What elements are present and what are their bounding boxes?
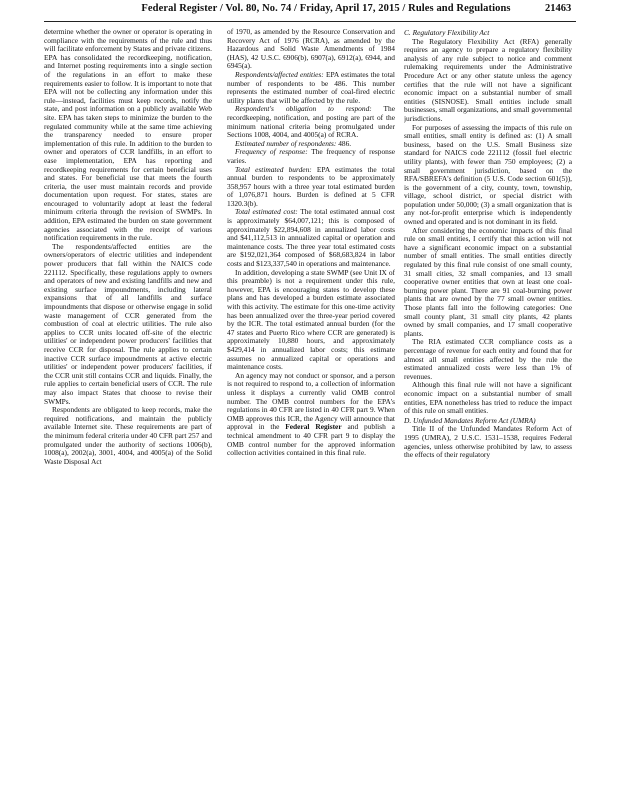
paragraph: After considering the economic impacts of this final rule on small entities, I certify that this action will not have a significant economic impact on a substantial number of small entities. The small entities directly regulated by this final rule consist of one small county, 31 small cities, 32 small companies, and 13 small cooperative owner entities that own at least one coal-burning power plant. There are 91 coal-burning power plants that are owned by the 77 small owner entities. Those plants fall into the following categories: One small county plant, 31 small city plants, 42 plants owned by small companies, and 17 small cooperative plants. (404, 225, 572, 338)
section-heading: D. Unfunded Mandates Reform Act (UMRA) (404, 415, 536, 425)
paragraph (227, 208, 395, 268)
paragraph: determine whether the owner or operator is operating in compliance with the requirements of the rule and thus will facilitate enforcement by States and private citizens. EPA has consolidated the recordkeeping, notification, and Internet posting requirements into a single section of the regulations in an effort to make these requirements easier to follow. It is important to note that EPA will not be collecting any information under this rule—instead, facilities must keep records, notify the state, and post information on a publicly available Web site. EPA has taken steps to minimize the burden to the regulated community while at the same time achieving the transparency needed to ensure proper implementation of this rule. In addition to the burden to owner and operators of CCR landfills, in an effort to ease implementation, EPA has reporting and recordkeeping requirements for certain beneficial uses and states. For beneficial use that meets the fourth criteria, the user must maintain records and provide documentation upon request. For states, states are encouraged to voluntarily adopt at least the federal minimum criteria through the revision of SWMPs. In addition, EPA estimated the burden on state government agencies associated with the receipt of various notification requirements in the rule. (44, 28, 212, 243)
paragraph-label: Respondent's obligation to respond: (235, 104, 372, 114)
paragraph-text: EPA estimates the total number of respondents to be 486. This number represents the estimated number of coal-fired electric utility plants that will be affected by the rule. (227, 69, 395, 105)
paragraph (227, 166, 395, 209)
paragraph (227, 372, 395, 458)
paragraph (227, 148, 395, 165)
paragraph-label: Respondents/affected entities: (235, 69, 324, 79)
running-head: Federal Register / Vol. 80, No. 74 / Friday, April 17, 2015 / Rules and Regulations (141, 3, 511, 14)
paragraph: The respondents/affected entities are the owners/operators of electric utilities and independent power producers that fall within the NAICS code 221112. Specifically, these regulations apply to owners and operators of new and existing landfills and new and existing surface impoundments, including lateral expansions that of all landfills and surface impoundments that dispose or otherwise engage in solid waste management of CCR generated from the combustion of coal at electric utilities. The rule also applies to CCR units located off-site of the electric utilities' or independent power producers' facilities that receive CCR for disposal. The rule applies to certain inactive CCR surface impoundments at active electric utilities' or independent power producers' facilities, if the CCR unit still contains CCR and liquids. Finally, the rule applies to certain beneficial users of CCR. The rule may also impact States that choose to revise their SWMPs. (44, 241, 212, 406)
paragraph: Although this final rule will not have a significant economic impact on a substantial number of small entities, EPA nonetheless has tried to reduce the impact of this rule on small entities. (404, 380, 572, 416)
header-rule (44, 21, 576, 22)
publication-name: Federal Register (285, 422, 342, 432)
paragraph-text: The recordkeeping, notification, and posting are part of the minimum national criteria being promulgated under Sections 1008, 4004, and 4005(a) of RCRA. (227, 104, 395, 140)
paragraph: For purposes of assessing the impacts of this rule on small entities, small entity is defined as: (1) A small business, based on the U.S. Small Business size standard for NAICS code 221112 (fossil fuel electric utility plants), with fewer than 750 employees; (2) a small government jurisdiction, based on the RFA/SBREFA's definition (5 U.S. Code section 601(5)), is the government of a city, county, town, township, village, school district, or special district with population under 50,000; (3) a small organization that is any not-for-profit enterprise which is independently owned and operated and is not dominant in its field. (404, 122, 572, 227)
paragraph-text: EPA estimates the total annual burden to respondents to be approximately 358,957 hours with a three year total estimated burden of 1,076,871 hours. Burden is defined at 5 CFR 1320.3(b). (227, 164, 395, 208)
column-middle (227, 28, 395, 792)
paragraph: In addition, developing a state SWMP (see Unit IX of this preamble) is not a requirement under this rule, however, EPA is encouraging states to develop these plans and has developed a burden estimate associated with this activity. The estimate for this one-time activity has been annualized over the three-year period covered by the ICR. The total estimated annual burden (for the 47 states and Puerto Rico where CCR are generated) is approximately 10,880 hours, and approximately $429,414 in annualized labor costs; this estimate assumes no annualized capital or operations and maintenance costs. (227, 267, 395, 372)
paragraph (227, 71, 395, 105)
page-number: 21463 (545, 3, 572, 14)
paragraph: Respondents are obligated to keep records, make the required notifications, and maintain the publicly available Internet site. These requirements are part of the minimum federal criteria under 40 CFR part 257 and promulgated under the authority of sections 1006(b), 1008(a), 2002(a), 3001, 4004, and 4005(a) of the Solid Waste Disposal Act (44, 405, 212, 466)
paragraph-label: Total estimated burden: (235, 164, 312, 174)
column-right (404, 28, 572, 792)
column-left (44, 28, 212, 792)
paragraph: of 1970, as amended by the Resource Conservation and Recovery Act of 1976 (RCRA), as amended by the Hazardous and Solid Waste Amendments of 1984 (HAS), 42 U.S.C. 6906(b), 6907(a), 6912(a), 6944, and 6945(a). (227, 28, 395, 71)
paragraph-text: and publish a technical amendment to 40 CFR part 9 to display the OMB control number for the approved information collection activities contained in this final rule. (227, 422, 395, 458)
paragraph-label: Frequency of response: (235, 147, 308, 157)
paragraph: The RIA estimated CCR compliance costs as a percentage of revenue for each entity and found that for almost all small entities affected by the rule the estimated annualized costs were less than 1% of revenues. (404, 337, 572, 381)
paragraph: The Regulatory Flexibility Act (RFA) generally requires an agency to prepare a regulatory flexibility analysis of any rule subject to notice and comment rulemaking requirements under the Administrative Procedure Act or any other statute unless the agency certifies that the rule will not have a significant economic impact on a substantial number of small entities (SISNOSE). Small entities include small businesses, small organizations, and small governmental jurisdictions. (404, 36, 572, 123)
paragraph-text: 486. (338, 138, 352, 148)
paragraph-text: The frequency of response varies. (227, 147, 395, 165)
section-heading: C. Regulatory Flexibility Act (404, 28, 490, 37)
paragraph (227, 105, 395, 139)
paragraph-label: Estimated number of respondents: (235, 138, 337, 148)
paragraph-text: An agency may not conduct or sponsor, and a person is not required to respond to, a collection of information unless it displays a currently valid OMB control number. The OMB control numbers for the EPA's regulations in 40 CFR are listed in 40 CFR part 9. When OMB approves this ICR, the Agency will announce that approval in the (227, 370, 395, 432)
paragraph: Title II of the Unfunded Mandates Reform Act of 1995 (UMRA), 2 U.S.C. 1531–1538, requires Federal agencies, unless otherwise prohibited by law, to assess the effects of their regulatory (404, 424, 572, 460)
paragraph-label: Total estimated cost: (235, 207, 298, 217)
paragraph-text: The total estimated annual cost is approximately $64,007,121; this is composed of approximately $22,894,608 in annualized labor costs and $41,112,513 in annualized capital or operation and maintenance costs. The three year total estimated costs are $192,021,364 composed of $68,683,824 in labor costs and $123,337,540 in operations and maintenance. (227, 207, 395, 269)
